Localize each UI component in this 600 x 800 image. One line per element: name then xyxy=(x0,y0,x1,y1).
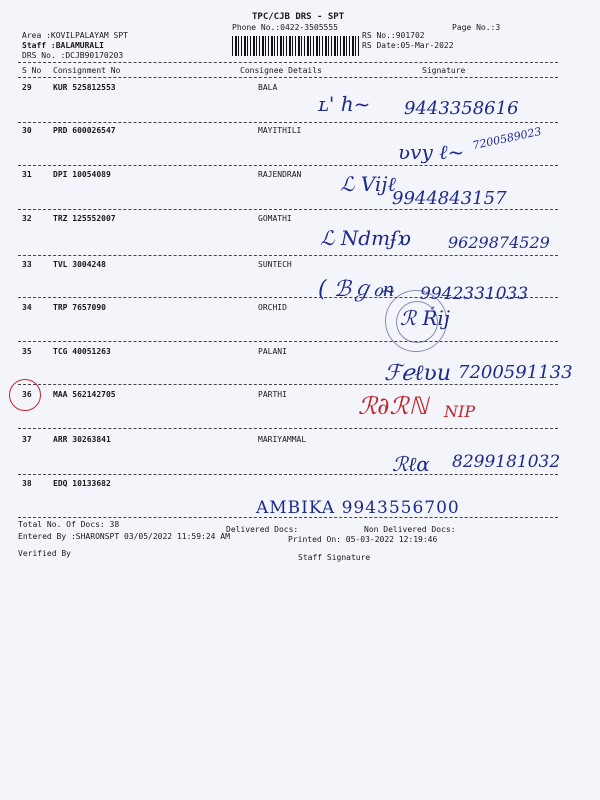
total-docs: Total No. Of Docs: 38 xyxy=(18,520,120,529)
staff-label: Staff :BALAMURALI xyxy=(22,41,104,50)
col-consignee: Consignee Details xyxy=(240,66,322,75)
row-sno: 34 xyxy=(22,303,32,312)
row-sno: 31 xyxy=(22,170,32,179)
page-number: Page No.:3 xyxy=(452,23,501,32)
row-consignment: MAA 562142705 xyxy=(53,390,116,399)
row-sno: 37 xyxy=(22,435,32,444)
signature-scribble: ʟ' ℎ~ xyxy=(318,92,371,116)
signature-scribble: ℒ Ndmʄɒ xyxy=(320,226,411,250)
phone-number: Phone No.:0422-3505555 xyxy=(232,23,338,32)
divider xyxy=(18,297,558,298)
col-consignment: Consignment No xyxy=(53,66,121,75)
row-consignee: PARTHI xyxy=(258,390,287,399)
area-label: Area :KOVILPALAYAM SPT xyxy=(22,31,128,40)
row-sno: 35 xyxy=(22,347,32,356)
row-consignee: ORCHID xyxy=(258,303,287,312)
entered-by: Entered By :SHARONSPT 03/05/2022 11:59:24 AM xyxy=(18,532,230,541)
divider xyxy=(18,62,558,63)
divider xyxy=(18,428,558,429)
row-signature: 7200591133 xyxy=(458,362,573,383)
row-signature: AMBIKA 9943556700 xyxy=(256,498,460,518)
row-consignment: TRP 7657090 xyxy=(53,303,106,312)
signature-scribble: ℛℓα xyxy=(392,452,430,476)
row-sno: 38 xyxy=(22,479,32,488)
divider xyxy=(18,255,558,256)
red-scribble: ℛ∂ℛℕ xyxy=(358,392,428,420)
signature-scribble: ℒ Vijℓ xyxy=(340,172,396,196)
staff-signature: Staff Signature xyxy=(298,553,371,562)
row-signature: 9944843157 xyxy=(392,188,507,209)
row-consignment: ARR 30263841 xyxy=(53,435,111,444)
col-signature: Signature xyxy=(422,66,466,75)
row-consignee: MAYITHILI xyxy=(258,126,302,135)
divider xyxy=(18,77,558,78)
row-consignment: TVL 3004248 xyxy=(53,260,106,269)
rs-date: RS Date:05-Mar-2022 xyxy=(362,41,454,50)
delivered-docs: Delivered Docs: xyxy=(226,525,299,534)
row-consignee: MARIYAMMAL xyxy=(258,435,307,444)
col-sno: S No xyxy=(22,66,42,75)
non-delivered-docs: Non Delivered Docs: xyxy=(364,525,456,534)
signature-scribble: ℛ Ŕij xyxy=(400,306,450,330)
drs-number: DRS No. :DCJB90170203 xyxy=(22,51,124,60)
divider xyxy=(18,209,558,210)
row-consignee: BALA xyxy=(258,83,278,92)
signature-scribble: ℱℯℓʋu xyxy=(384,361,452,386)
printed-on: Printed On: 05-03-2022 12:19:46 xyxy=(288,535,438,544)
row-consignment: TRZ 125552007 xyxy=(53,214,116,223)
row-consignee: SUNTECH xyxy=(258,260,292,269)
row-consignment: PRD 600026547 xyxy=(53,126,116,135)
row-signature: 9629874529 xyxy=(448,233,550,252)
row-consignment: EDQ 10133682 xyxy=(53,479,111,488)
row-consignment: TCG 40051263 xyxy=(53,347,111,356)
row-consignment: KUR 525812553 xyxy=(53,83,116,92)
divider xyxy=(18,517,558,518)
signature-scribble: ( ℬℊℴᵰ xyxy=(318,277,395,302)
barcode xyxy=(232,36,360,56)
rs-number: RS No.:901702 xyxy=(362,31,425,40)
divider xyxy=(18,474,558,475)
row-signature: 7200589023 xyxy=(471,124,543,153)
signature-scribble: ʋvy ℓ~ xyxy=(398,140,465,164)
row-consignment: DPI 10054089 xyxy=(53,170,111,179)
row-sno: 29 xyxy=(22,83,32,92)
row-sno: 30 xyxy=(22,126,32,135)
row-sno: 36 xyxy=(22,390,32,399)
divider xyxy=(18,165,558,166)
verified-by: Verified By xyxy=(18,549,71,558)
row-consignee: RAJENDRAN xyxy=(258,170,302,179)
divider xyxy=(18,341,558,342)
row-consignee: GOMATHI xyxy=(258,214,292,223)
row-signature: 9443358616 xyxy=(404,98,519,119)
doc-title: TPC/CJB DRS - SPT xyxy=(252,12,345,22)
row-signature: 8299181032 xyxy=(452,452,561,472)
row-consignee: PALANI xyxy=(258,347,287,356)
row-signature: NIP xyxy=(444,402,476,421)
row-sno: 33 xyxy=(22,260,32,269)
row-sno: 32 xyxy=(22,214,32,223)
divider xyxy=(18,122,558,123)
divider xyxy=(18,384,558,385)
row-signature: 9942331033 xyxy=(420,284,529,304)
